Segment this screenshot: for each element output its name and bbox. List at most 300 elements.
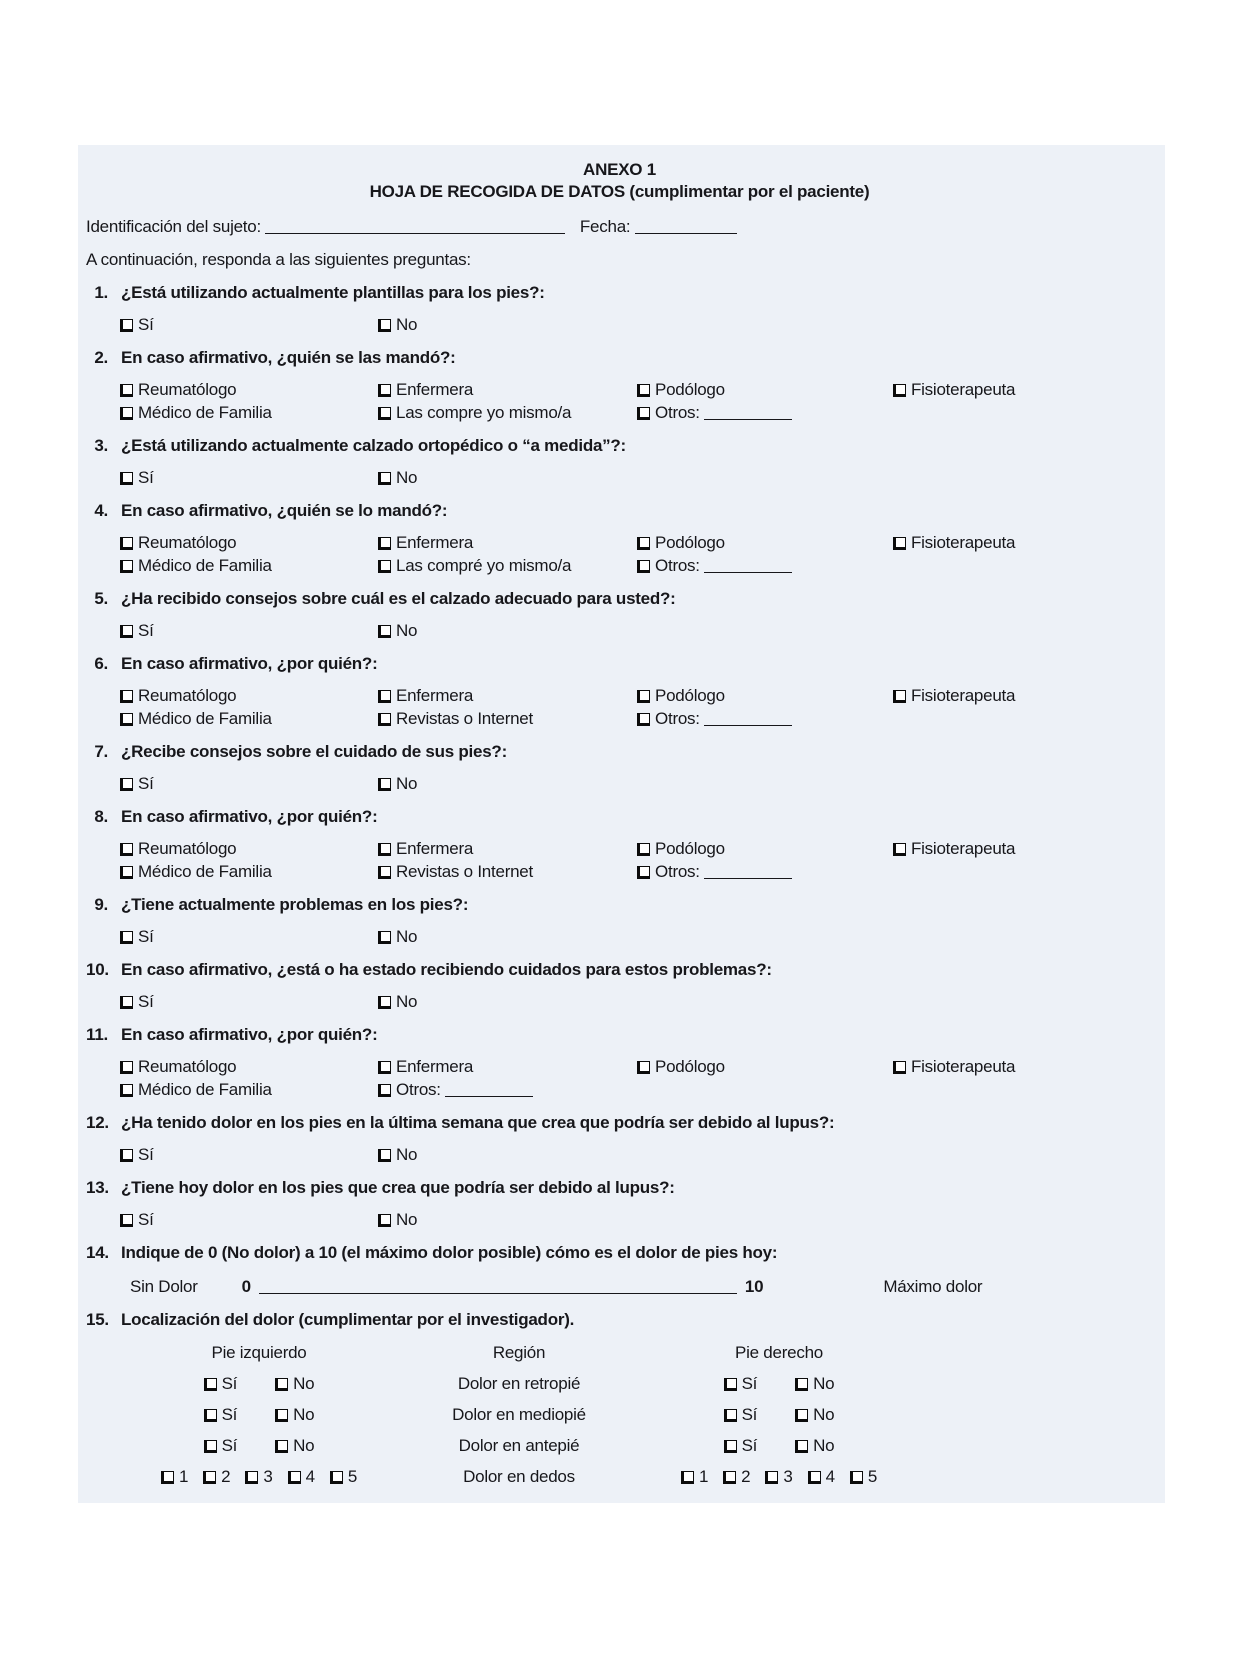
- option-toe-1: [681, 1467, 708, 1487]
- option-label: Sí: [221, 1405, 238, 1424]
- option-label: Las compre yo mismo/a: [396, 403, 572, 422]
- otros-input-line[interactable]: [445, 1083, 533, 1097]
- question-2: [86, 348, 1153, 368]
- answer-row: [120, 380, 1153, 400]
- checkbox-si[interactable]: [120, 472, 133, 485]
- question-number: 8.: [94, 807, 108, 826]
- region-label: Dolor en mediopié: [452, 1405, 586, 1424]
- option-label: 5: [867, 1467, 878, 1486]
- option-label: 1: [178, 1467, 189, 1486]
- option-no: [795, 1436, 834, 1456]
- pain-table-row: [94, 1436, 1153, 1456]
- scale-max-label: Máximo dolor: [883, 1277, 983, 1296]
- checkbox-otros[interactable]: [637, 713, 650, 726]
- option-label: Reumatólogo: [138, 839, 237, 858]
- option-revistas-o-internet: [378, 709, 637, 729]
- answer-row: [120, 621, 1153, 641]
- option-label: Enfermera: [396, 686, 474, 705]
- checkbox-enfermera[interactable]: [378, 690, 391, 703]
- option-label: Sí: [221, 1436, 238, 1455]
- checkbox-si[interactable]: [204, 1409, 217, 1422]
- option-label: Revistas o Internet: [396, 709, 533, 728]
- option-podologo: [637, 839, 893, 859]
- question-11: [86, 1025, 1153, 1045]
- column-header-region: Región: [492, 1343, 546, 1362]
- question-text: Indique de 0 (No dolor) a 10 (el máximo dolor posible) cómo es el dolor de pies hoy:: [121, 1243, 778, 1262]
- question-6: [86, 654, 1153, 674]
- otros-input-line[interactable]: [704, 406, 792, 420]
- subject-id-label: Identificación del sujeto:: [86, 217, 261, 236]
- question-text: ¿Está utilizando actualmente plantillas para los pies?:: [121, 283, 545, 302]
- checkbox-podologo[interactable]: [637, 1061, 650, 1074]
- checkbox-no[interactable]: [378, 1149, 391, 1162]
- checkbox-no[interactable]: [378, 1214, 391, 1227]
- option-reumatologo: [120, 380, 378, 400]
- checkbox-si[interactable]: [120, 319, 133, 332]
- option-label: No: [813, 1436, 835, 1455]
- form-panel: [78, 145, 1165, 1503]
- pain-table-row: [94, 1405, 1153, 1425]
- option-toe-1: [161, 1467, 188, 1487]
- question-text: En caso afirmativo, ¿por quién?:: [121, 807, 378, 826]
- checkbox-5[interactable]: [850, 1471, 863, 1484]
- date-input-line[interactable]: [635, 220, 737, 234]
- question-number: 5.: [94, 589, 108, 608]
- option-toe-2: [203, 1467, 230, 1487]
- option-label: Médico de Familia: [138, 862, 272, 881]
- option-si: [120, 1210, 378, 1230]
- pain-scale-line[interactable]: [259, 1280, 737, 1294]
- option-revistas-o-internet: [378, 862, 637, 882]
- answer-row: [120, 1080, 1153, 1100]
- option-no: [378, 774, 637, 794]
- option-label: No: [293, 1374, 315, 1393]
- option-label: Sí: [138, 315, 154, 334]
- option-label: Sí: [138, 1210, 154, 1229]
- option-label: No: [396, 315, 418, 334]
- question-text: ¿Ha recibido consejos sobre cuál es el calzado adecuado para usted?:: [121, 589, 676, 608]
- region-label: Dolor en antepié: [458, 1436, 580, 1455]
- option-fisioterapeuta: [893, 686, 1153, 706]
- answer-row: [120, 927, 1153, 947]
- question-text: Localización del dolor (cumplimentar por el investigador).: [121, 1310, 575, 1329]
- yesno-pair-left: [94, 1374, 424, 1394]
- yesno-pair-right: [614, 1374, 944, 1394]
- option-label: Fisioterapeuta: [911, 533, 1016, 552]
- option-label: Otros:: [655, 709, 700, 728]
- question-text: En caso afirmativo, ¿por quién?:: [121, 1025, 378, 1044]
- option-medico-de-familia: [120, 403, 378, 423]
- region-label: Dolor en retropié: [457, 1374, 581, 1393]
- option-toe-3: [765, 1467, 792, 1487]
- checkbox-4[interactable]: [288, 1471, 301, 1484]
- checkbox-fisioterapeuta[interactable]: [893, 537, 906, 550]
- option-si: [120, 315, 378, 335]
- checkbox-si[interactable]: [120, 996, 133, 1009]
- checkbox-no[interactable]: [795, 1378, 808, 1391]
- questions-list: [86, 283, 1153, 1487]
- yesno-pair-left: [94, 1436, 424, 1456]
- answer-row: [120, 315, 1153, 335]
- option-otros: [378, 1080, 637, 1100]
- option-no: [275, 1405, 314, 1425]
- option-si: [204, 1436, 238, 1456]
- option-label: Enfermera: [396, 839, 474, 858]
- option-no: [378, 468, 637, 488]
- checkbox-reumatologo[interactable]: [120, 1061, 133, 1074]
- option-label: 2: [741, 1467, 751, 1486]
- option-podologo: [637, 1057, 893, 1077]
- option-toe-3: [245, 1467, 272, 1487]
- question-14: [86, 1243, 1153, 1263]
- option-si: [120, 992, 378, 1012]
- checkbox-no[interactable]: [378, 472, 391, 485]
- scale-min-value: 0: [241, 1277, 251, 1296]
- option-no: [378, 927, 637, 947]
- checkbox-enfermera[interactable]: [378, 1061, 391, 1074]
- option-label: No: [293, 1405, 315, 1424]
- option-label: Reumatólogo: [138, 533, 237, 552]
- question-number: 14.: [86, 1243, 109, 1262]
- column-header-pie-izquierdo: Pie izquierdo: [211, 1343, 307, 1362]
- option-label: 3: [263, 1467, 273, 1486]
- option-las-compre-yo-mismo-a: [378, 403, 637, 423]
- question-number: 2.: [94, 348, 108, 367]
- question-number: 4.: [94, 501, 108, 520]
- checkbox-medico-de-familia[interactable]: [120, 1084, 133, 1097]
- checkbox-podologo[interactable]: [637, 690, 650, 703]
- option-label: Médico de Familia: [138, 556, 272, 575]
- option-label: Fisioterapeuta: [911, 686, 1016, 705]
- answer-row: [120, 862, 1153, 882]
- option-label: Sí: [138, 1145, 154, 1164]
- option-si: [120, 468, 378, 488]
- option-si: [120, 774, 378, 794]
- option-medico-de-familia: [120, 556, 378, 576]
- yesno-pair-right: [614, 1436, 944, 1456]
- otros-input-line[interactable]: [704, 559, 792, 573]
- subject-id-input-line[interactable]: [265, 220, 565, 234]
- option-no: [795, 1405, 834, 1425]
- checkbox-no[interactable]: [378, 778, 391, 791]
- option-reumatologo: [120, 1057, 378, 1077]
- question-text: ¿Recibe consejos sobre el cuidado de sus pies?:: [121, 742, 507, 761]
- option-si: [120, 1145, 378, 1165]
- option-no: [795, 1374, 834, 1394]
- checkbox-3[interactable]: [765, 1471, 778, 1484]
- checkbox-fisioterapeuta[interactable]: [893, 843, 906, 856]
- question-1: [86, 283, 1153, 303]
- checkbox-2[interactable]: [723, 1471, 736, 1484]
- option-label: No: [396, 1145, 418, 1164]
- option-podologo: [637, 686, 893, 706]
- answer-row: [120, 1210, 1153, 1230]
- checkbox-medico-de-familia[interactable]: [120, 560, 133, 573]
- question-text: ¿Tiene actualmente problemas en los pies?:: [121, 895, 469, 914]
- answer-row: [120, 774, 1153, 794]
- option-label: Otros:: [655, 403, 700, 422]
- option-label: Otros:: [655, 862, 700, 881]
- option-fisioterapeuta: [893, 1057, 1153, 1077]
- checkbox-otros[interactable]: [637, 866, 650, 879]
- checkbox-las-compre-yo-mismo-a[interactable]: [378, 407, 391, 420]
- checkbox-medico-de-familia[interactable]: [120, 866, 133, 879]
- subject-line: [86, 217, 1153, 237]
- checkbox-no[interactable]: [275, 1440, 288, 1453]
- option-otros: [637, 403, 893, 423]
- option-label: Sí: [138, 992, 154, 1011]
- checkbox-fisioterapeuta[interactable]: [893, 384, 906, 397]
- question-9: [86, 895, 1153, 915]
- option-otros: [637, 709, 893, 729]
- checkbox-no[interactable]: [275, 1409, 288, 1422]
- option-label: Sí: [741, 1436, 758, 1455]
- checkbox-reumatologo[interactable]: [120, 384, 133, 397]
- checkbox-revistas-o-internet[interactable]: [378, 713, 391, 726]
- option-label: Médico de Familia: [138, 403, 272, 422]
- option-label: Las compré yo mismo/a: [396, 556, 572, 575]
- pain-table-row-toes: [94, 1467, 1153, 1487]
- checkbox-2[interactable]: [203, 1471, 216, 1484]
- date-label: Fecha:: [579, 217, 631, 236]
- checkbox-podologo[interactable]: [637, 384, 650, 397]
- question-number: 6.: [94, 654, 108, 673]
- checkbox-medico-de-familia[interactable]: [120, 713, 133, 726]
- option-otros: [637, 556, 893, 576]
- pain-scale: [130, 1277, 1153, 1297]
- checkbox-no[interactable]: [378, 996, 391, 1009]
- option-podologo: [637, 533, 893, 553]
- pain-table-header: [94, 1343, 1153, 1363]
- question-text: En caso afirmativo, ¿quién se lo mandó?:: [121, 501, 448, 520]
- otros-input-line[interactable]: [704, 865, 792, 879]
- option-label: Podólogo: [655, 533, 725, 552]
- answer-row: [120, 1057, 1153, 1077]
- option-reumatologo: [120, 839, 378, 859]
- option-fisioterapeuta: [893, 839, 1153, 859]
- option-label: Fisioterapeuta: [911, 380, 1016, 399]
- option-label: No: [396, 992, 418, 1011]
- scale-max-value: 10: [744, 1277, 764, 1296]
- option-label: Podólogo: [655, 1057, 725, 1076]
- checkbox-3[interactable]: [245, 1471, 258, 1484]
- answer-row: [120, 468, 1153, 488]
- option-enfermera: [378, 1057, 637, 1077]
- checkbox-1[interactable]: [161, 1471, 174, 1484]
- option-otros: [637, 862, 893, 882]
- option-label: No: [813, 1374, 835, 1393]
- checkbox-revistas-o-internet[interactable]: [378, 866, 391, 879]
- checkbox-si[interactable]: [120, 1214, 133, 1227]
- checkbox-si[interactable]: [724, 1378, 737, 1391]
- checkbox-fisioterapeuta[interactable]: [893, 690, 906, 703]
- option-podologo: [637, 380, 893, 400]
- checkbox-5[interactable]: [330, 1471, 343, 1484]
- option-fisioterapeuta: [893, 380, 1153, 400]
- checkbox-fisioterapeuta[interactable]: [893, 1061, 906, 1074]
- option-label: No: [396, 1210, 418, 1229]
- checkbox-si[interactable]: [204, 1378, 217, 1391]
- checkbox-si[interactable]: [724, 1409, 737, 1422]
- option-label: Reumatólogo: [138, 380, 237, 399]
- option-si: [724, 1436, 758, 1456]
- option-label: Médico de Familia: [138, 1080, 272, 1099]
- checkbox-no[interactable]: [795, 1440, 808, 1453]
- checkbox-si[interactable]: [120, 625, 133, 638]
- option-label: No: [396, 774, 418, 793]
- option-reumatologo: [120, 686, 378, 706]
- answer-row: [120, 556, 1153, 576]
- option-label: 5: [347, 1467, 358, 1486]
- checkbox-otros[interactable]: [637, 560, 650, 573]
- scale-min-label: Sin Dolor: [130, 1277, 198, 1296]
- checkbox-reumatologo[interactable]: [120, 537, 133, 550]
- option-label: 4: [825, 1467, 835, 1486]
- checkbox-si[interactable]: [724, 1440, 737, 1453]
- checkbox-enfermera[interactable]: [378, 843, 391, 856]
- checkbox-no[interactable]: [378, 931, 391, 944]
- checkbox-si[interactable]: [120, 1149, 133, 1162]
- option-medico-de-familia: [120, 862, 378, 882]
- anexo-heading: ANEXO 1: [583, 160, 656, 179]
- checkbox-otros[interactable]: [378, 1084, 391, 1097]
- question-5: [86, 589, 1153, 609]
- option-label: Otros:: [396, 1080, 441, 1099]
- option-label: 3: [783, 1467, 793, 1486]
- question-number: 3.: [94, 436, 108, 455]
- answer-row: [120, 686, 1153, 706]
- option-label: Podólogo: [655, 839, 725, 858]
- checkbox-otros[interactable]: [637, 407, 650, 420]
- checkbox-reumatologo[interactable]: [120, 690, 133, 703]
- answer-row: [120, 533, 1153, 553]
- question-12: [86, 1113, 1153, 1133]
- checkbox-no[interactable]: [378, 319, 391, 332]
- checkbox-medico-de-familia[interactable]: [120, 407, 133, 420]
- option-si: [724, 1374, 758, 1394]
- answer-row: [120, 1145, 1153, 1165]
- answer-row: [120, 992, 1153, 1012]
- option-label: No: [813, 1405, 835, 1424]
- option-las-compre-yo-mismo-a: [378, 556, 637, 576]
- checkbox-si[interactable]: [120, 931, 133, 944]
- question-text: ¿Tiene hoy dolor en los pies que crea que podría ser debido al lupus?:: [121, 1178, 675, 1197]
- checkbox-enfermera[interactable]: [378, 384, 391, 397]
- question-15: [86, 1310, 1153, 1330]
- question-13: [86, 1178, 1153, 1198]
- option-si: [120, 927, 378, 947]
- option-fisioterapeuta: [893, 533, 1153, 553]
- option-label: Sí: [741, 1374, 758, 1393]
- question-text: ¿Está utilizando actualmente calzado ortopédico o “a medida”?:: [121, 436, 626, 455]
- answer-row: [120, 403, 1153, 423]
- checkbox-podologo[interactable]: [637, 537, 650, 550]
- option-label: Fisioterapeuta: [911, 1057, 1016, 1076]
- option-toe-5: [850, 1467, 877, 1487]
- option-reumatologo: [120, 533, 378, 553]
- checkbox-podologo[interactable]: [637, 843, 650, 856]
- intro-text: A continuación, responda a las siguientes preguntas:: [86, 250, 471, 269]
- option-label: Reumatólogo: [138, 1057, 237, 1076]
- option-label: Sí: [138, 927, 154, 946]
- option-no: [378, 621, 637, 641]
- checkbox-no[interactable]: [378, 625, 391, 638]
- option-label: Enfermera: [396, 380, 474, 399]
- question-3: [86, 436, 1153, 456]
- checkbox-enfermera[interactable]: [378, 537, 391, 550]
- pain-location-table: [94, 1343, 1153, 1487]
- question-text: En caso afirmativo, ¿está o ha estado recibiendo cuidados para estos problemas?:: [121, 960, 772, 979]
- otros-input-line[interactable]: [704, 712, 792, 726]
- option-no: [275, 1374, 314, 1394]
- question-number: 7.: [94, 742, 108, 761]
- option-toe-4: [288, 1467, 315, 1487]
- option-label: Podólogo: [655, 686, 725, 705]
- option-enfermera: [378, 686, 637, 706]
- option-label: Sí: [221, 1374, 238, 1393]
- pain-table-row: [94, 1374, 1153, 1394]
- checkbox-las-compre-yo-mismo-a[interactable]: [378, 560, 391, 573]
- question-text: En caso afirmativo, ¿quién se las mandó?:: [121, 348, 456, 367]
- option-label: Revistas o Internet: [396, 862, 533, 881]
- option-label: No: [396, 927, 418, 946]
- option-label: 2: [221, 1467, 231, 1486]
- answer-row: [120, 709, 1153, 729]
- yesno-pair-right: [614, 1405, 944, 1425]
- option-toe-4: [808, 1467, 835, 1487]
- checkbox-1[interactable]: [681, 1471, 694, 1484]
- option-label: No: [396, 468, 418, 487]
- question-7: [86, 742, 1153, 762]
- checkbox-no[interactable]: [795, 1409, 808, 1422]
- option-no: [378, 1210, 637, 1230]
- question-number: 9.: [94, 895, 108, 914]
- question-text: ¿Ha tenido dolor en los pies en la última semana que crea que podría ser debido al lupus?:: [121, 1113, 835, 1132]
- checkbox-reumatologo[interactable]: [120, 843, 133, 856]
- question-8: [86, 807, 1153, 827]
- checkbox-si[interactable]: [204, 1440, 217, 1453]
- option-label: Otros:: [655, 556, 700, 575]
- question-4: [86, 501, 1153, 521]
- option-label: Sí: [138, 621, 154, 640]
- toe-numbers-right: [614, 1467, 944, 1487]
- option-si: [724, 1405, 758, 1425]
- option-medico-de-familia: [120, 1080, 378, 1100]
- option-label: Fisioterapeuta: [911, 839, 1016, 858]
- option-si: [204, 1405, 238, 1425]
- option-label: Sí: [138, 774, 154, 793]
- option-no: [378, 315, 637, 335]
- question-number: 11.: [86, 1025, 108, 1044]
- option-label: Enfermera: [396, 1057, 474, 1076]
- option-no: [378, 1145, 637, 1165]
- checkbox-no[interactable]: [275, 1378, 288, 1391]
- option-no: [378, 992, 637, 1012]
- checkbox-4[interactable]: [808, 1471, 821, 1484]
- option-label: 1: [698, 1467, 709, 1486]
- option-label: Médico de Familia: [138, 709, 272, 728]
- question-10: [86, 960, 1153, 980]
- option-enfermera: [378, 839, 637, 859]
- question-number: 13.: [86, 1178, 109, 1197]
- checkbox-si[interactable]: [120, 778, 133, 791]
- option-label: 4: [305, 1467, 315, 1486]
- option-toe-2: [723, 1467, 750, 1487]
- option-enfermera: [378, 533, 637, 553]
- option-label: No: [293, 1436, 315, 1455]
- option-si: [120, 621, 378, 641]
- question-number: 10.: [86, 960, 109, 979]
